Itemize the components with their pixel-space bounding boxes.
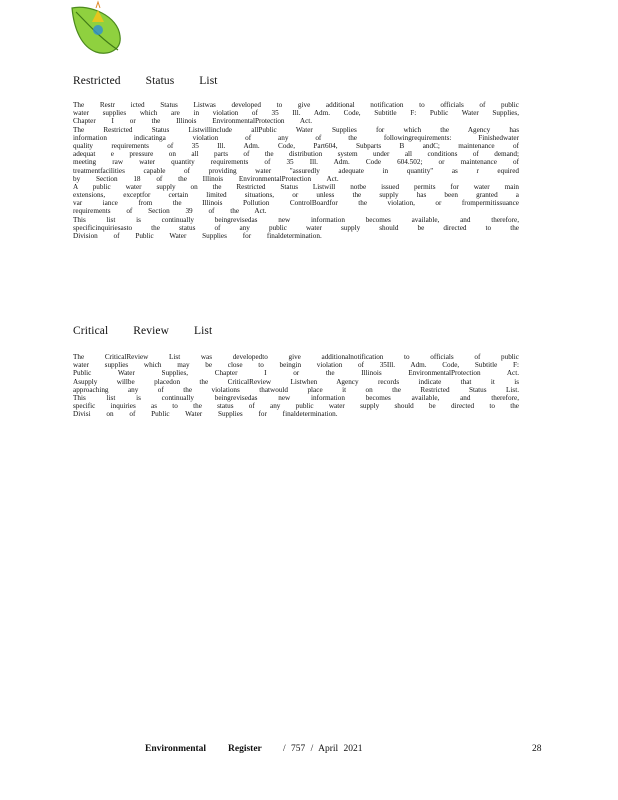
footer-register: Register	[228, 744, 262, 754]
text-line: Division of Public Water Supplies for finaldetermination.	[73, 232, 322, 240]
text-line: treatmentfacilities capable of providing water "assuredly adequate in quantity" as r equired	[73, 166, 519, 175]
text-line: information indicatinga violation of any of the followingrequirements: Finishedwater	[73, 133, 519, 142]
text-line: approaching any of the violations thatwould place it on the Restricted Status List.	[73, 385, 519, 394]
text-line: Public Water Supplies, Chapter I or the Illinois EnvironmentalProtection Act.	[73, 369, 519, 378]
text-line: extensions, exceptfor certain limited situations, or unless the supply has been granted a	[73, 191, 519, 200]
text-line: water supplies which may be close to beingin violation of 35Ill. Adm. Code, Subtitle F:	[73, 361, 519, 370]
leaf-logo-icon	[68, 0, 128, 56]
text-line: specific inquiries as to the status of any public water supply should be directed to the	[73, 402, 519, 411]
text-line: adequat e pressure on all parts of the distribution system under all conditions of demand;	[73, 150, 519, 159]
text-line: The CriticalReview List was developedto give additionalnotification to officials of public	[73, 353, 519, 361]
text-line: by Section 18 of the Illinois EnvironmentalProtection Act.	[73, 174, 339, 183]
text-line: water supplies which are in violation of 35 Ill. Adm. Code, Subtitle F: Public Water Supplies,	[73, 109, 519, 118]
text-line: meeting raw water quantity requirements of 35 Ill. Adm. Code 604.502; or maintenance of	[73, 158, 519, 167]
text-line: Asupply willbe placedon the CriticalReview Listwhen Agency records indicate that it is	[73, 377, 519, 386]
text-line: quality requirements of 35 Ill. Adm. Code, Part604, Subparts B andC; maintenance of	[73, 141, 519, 150]
critical-review-paragraph	[73, 353, 519, 419]
restricted-status-heading: Restricted Status List	[73, 75, 218, 87]
text-line: requirements of Section 39 of the Act.	[73, 207, 267, 216]
text-line: The Restricted Status Listwillinclude allPublic Water Supplies for which the Agency has	[73, 125, 519, 134]
critical-review-heading: Critical Review List	[73, 325, 213, 337]
text-line: A public water supply on the Restricted Status Listwill notbe issued permits for water main	[73, 182, 519, 191]
text-line: var iance from the Illinois Pollution ControlBoardfor the violation, or frompermitissuance	[73, 199, 519, 208]
text-line: The Restr icted Status Listwas developed to give additional notification to officials of public	[73, 101, 519, 109]
restricted-status-paragraph	[73, 101, 519, 240]
text-line: This list is continually beingrevisedas new information becomes available, and therefore,	[73, 393, 519, 402]
text-line: This list is continually beingrevisedas new information becomes available, and therefore,	[73, 215, 519, 224]
text-line: Divisi on of Public Water Supplies for finaldetermination.	[73, 410, 338, 419]
footer-publication: Environmental	[145, 744, 207, 754]
footer-issue: / 757 / April 2021	[283, 744, 363, 754]
text-line: specificinquiriesasto the status of any public water supply should be directed to the	[73, 223, 519, 232]
page-number: 28	[532, 744, 542, 754]
text-line: Chapter I or the Illinois EnvironmentalProtection Act.	[73, 117, 313, 126]
